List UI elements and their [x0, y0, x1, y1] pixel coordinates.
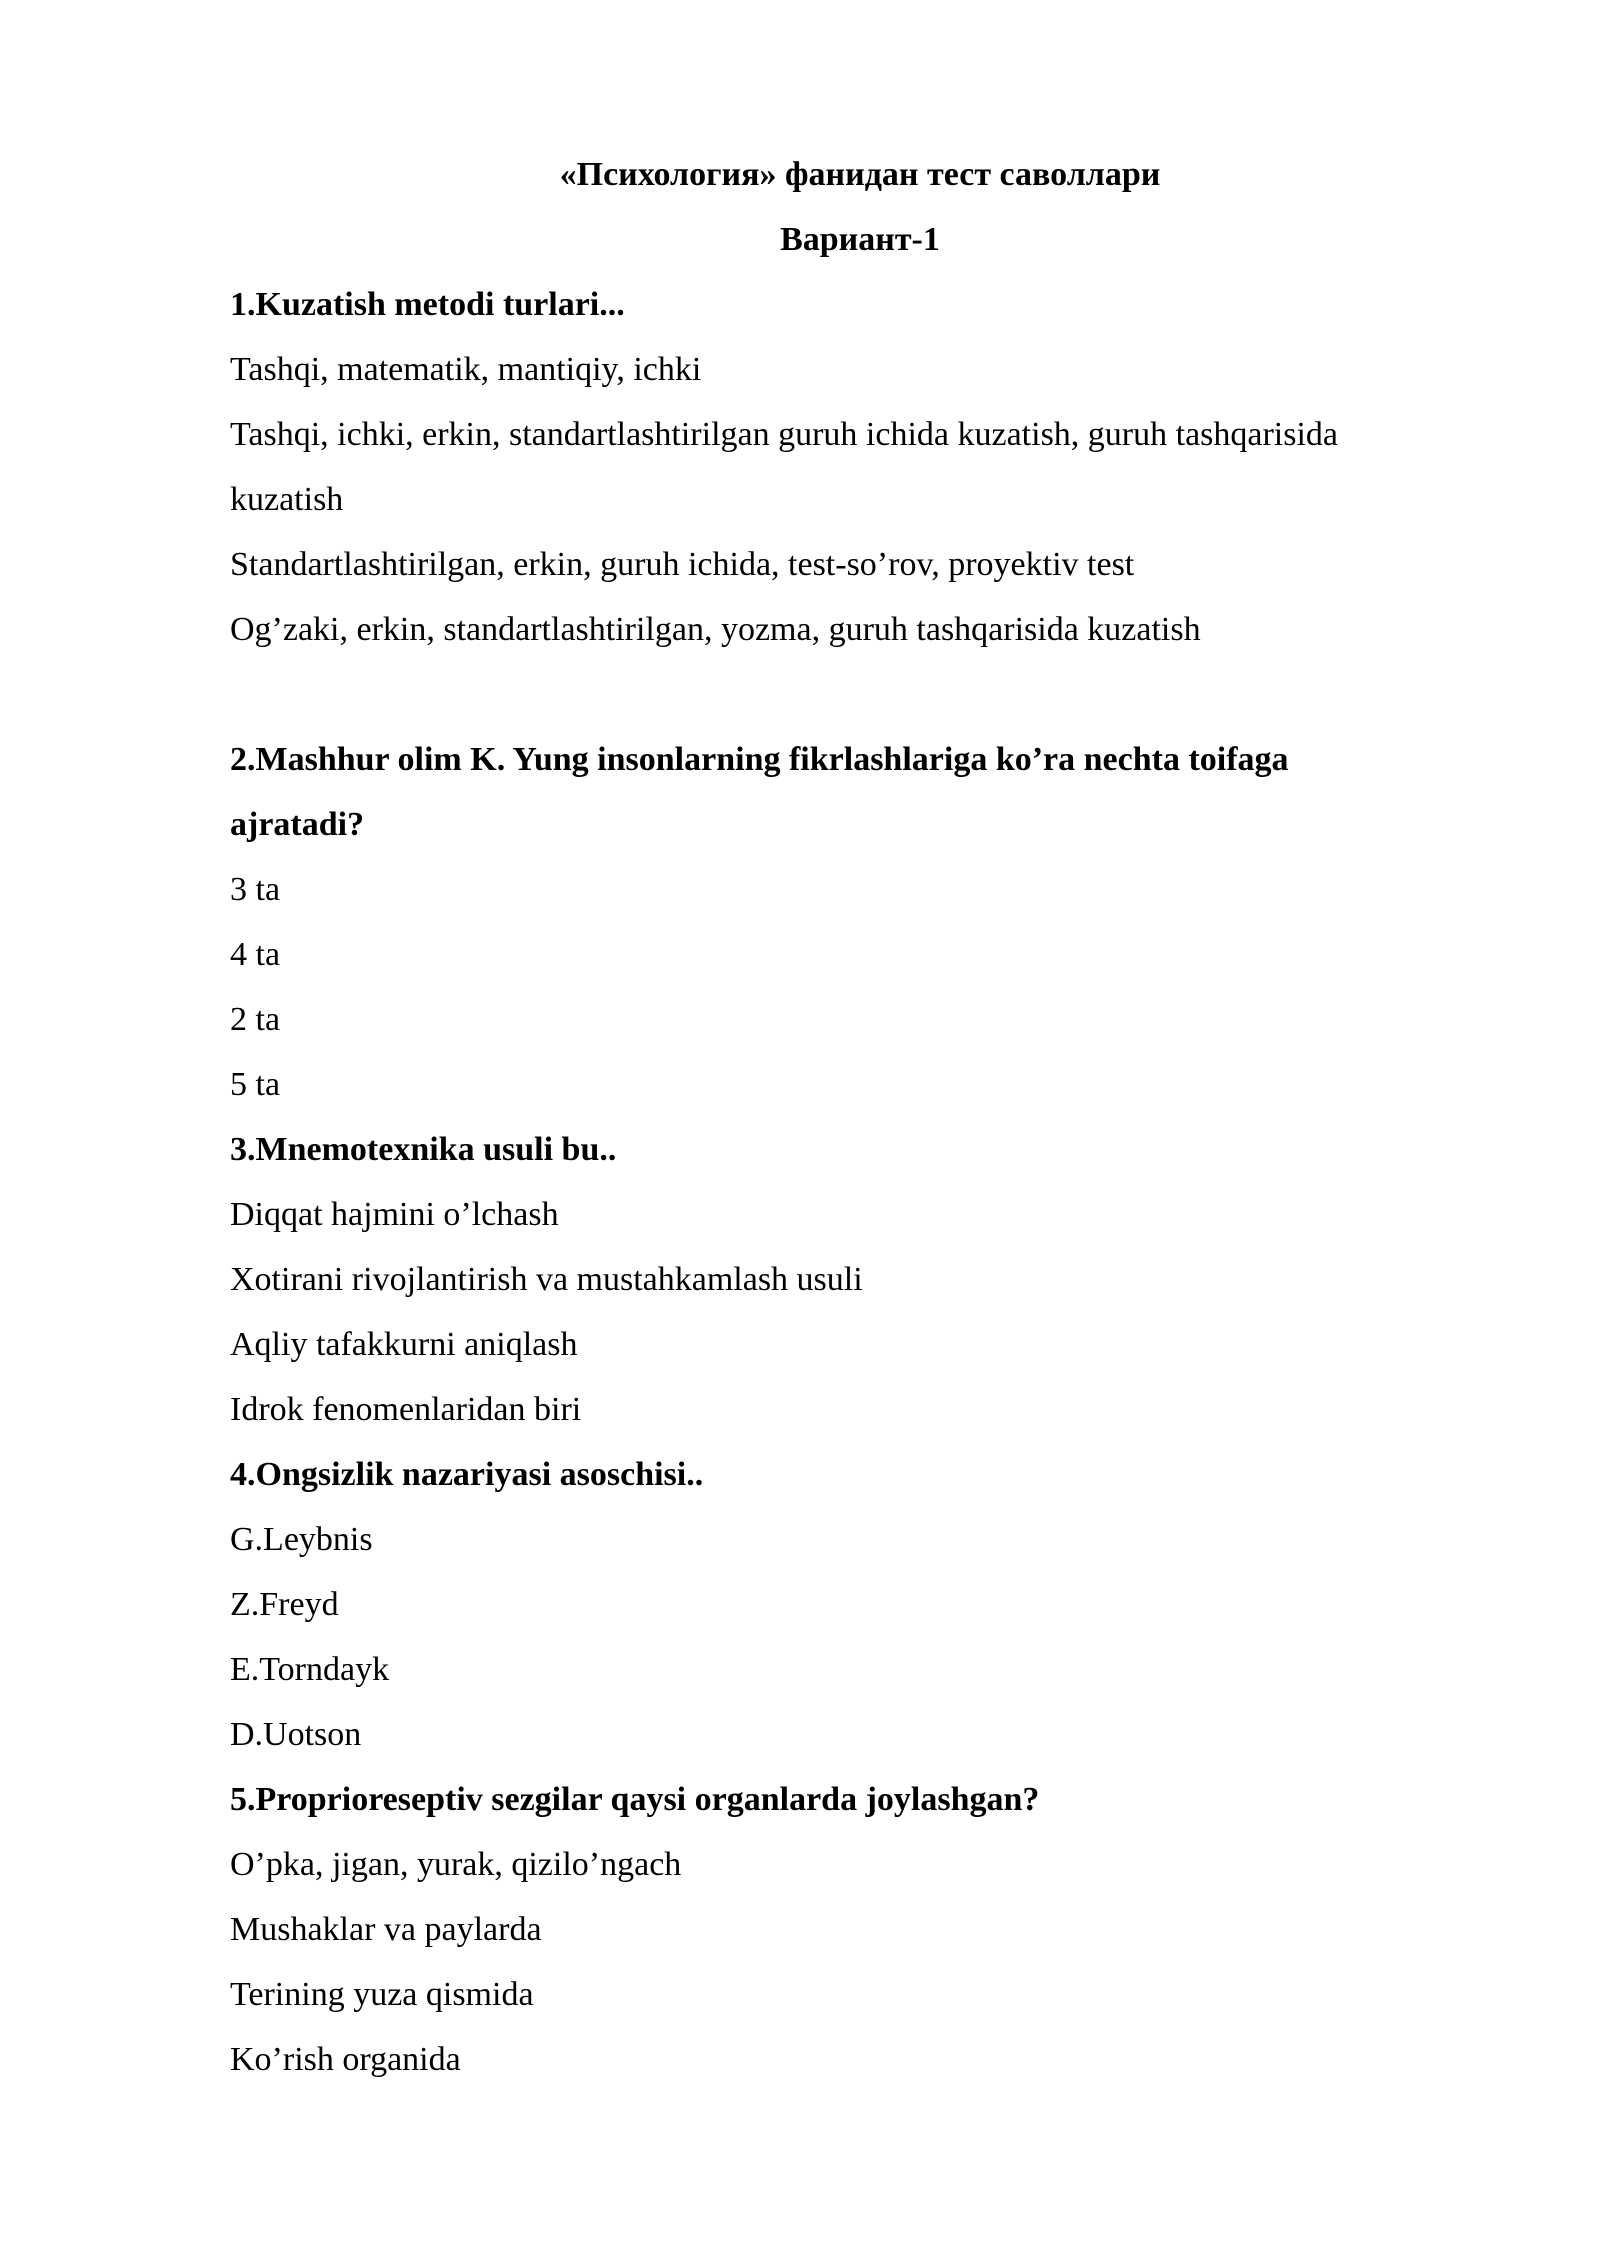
question-1-option-2: Tashqi, ichki, erkin, standartlashtirilgan guruh ichida kuzatish, guruh tashqarisida	[230, 416, 1339, 453]
question-3-option-3: Aqliy tafakkurni aniqlash	[230, 1326, 578, 1363]
variant-heading: Вариант-1	[780, 221, 940, 258]
question-3-text: 3.Mnemotexnika usuli bu..	[230, 1131, 617, 1168]
question-1-option-3: Standartlashtirilgan, erkin, guruh ichida, test-so’rov, proyektiv test	[230, 546, 1135, 583]
question-5-option-3: Terining yuza qismida	[230, 1976, 534, 2013]
question-1-option-1: Tashqi, matematik, mantiqiy, ichki	[230, 351, 702, 388]
question-2-option-4: 5 ta	[230, 1066, 281, 1103]
question-2-option-1: 3 ta	[230, 871, 281, 908]
question-4-option-2: Z.Freyd	[230, 1586, 339, 1623]
question-2-option-2: 4 ta	[230, 936, 281, 973]
question-3-option-2: Xotirani rivojlantirish va mustahkamlash usuli	[230, 1261, 863, 1298]
question-5-option-4: Ko’rish organida	[230, 2041, 461, 2078]
question-5-text: 5.Proprioreseptiv sezgilar qaysi organlarda joylashgan?	[230, 1781, 1040, 1818]
question-2-option-3: 2 ta	[230, 1001, 281, 1038]
question-2-text-continued: ajratadi?	[230, 806, 365, 843]
document-title: «Психология» фанидан тест саволлари	[559, 156, 1161, 193]
question-4-option-1: G.Leybnis	[230, 1521, 373, 1558]
question-5-option-1: O’pka, jigan, yurak, qizilo’ngach	[230, 1846, 682, 1883]
question-4-option-4: D.Uotson	[230, 1716, 362, 1753]
question-1-option-2-continued: kuzatish	[230, 481, 344, 518]
question-3-option-1: Diqqat hajmini o’lchash	[230, 1196, 559, 1233]
question-5-option-2: Mushaklar va paylarda	[230, 1911, 542, 1948]
question-2-text: 2.Mashhur olim K. Yung insonlarning fikrlashlariga ko’ra nechta toifaga	[230, 741, 1289, 778]
question-4-text: 4.Ongsizlik nazariyasi asoschisi..	[230, 1456, 704, 1493]
question-4-option-3: E.Torndayk	[230, 1651, 390, 1688]
question-3-option-4: Idrok fenomenlaridan biri	[230, 1391, 582, 1428]
question-1-text: 1.Kuzatish metodi turlari...	[230, 286, 625, 323]
question-1-option-4: Og’zaki, erkin, standartlashtirilgan, yozma, guruh tashqarisida kuzatish	[230, 611, 1201, 648]
